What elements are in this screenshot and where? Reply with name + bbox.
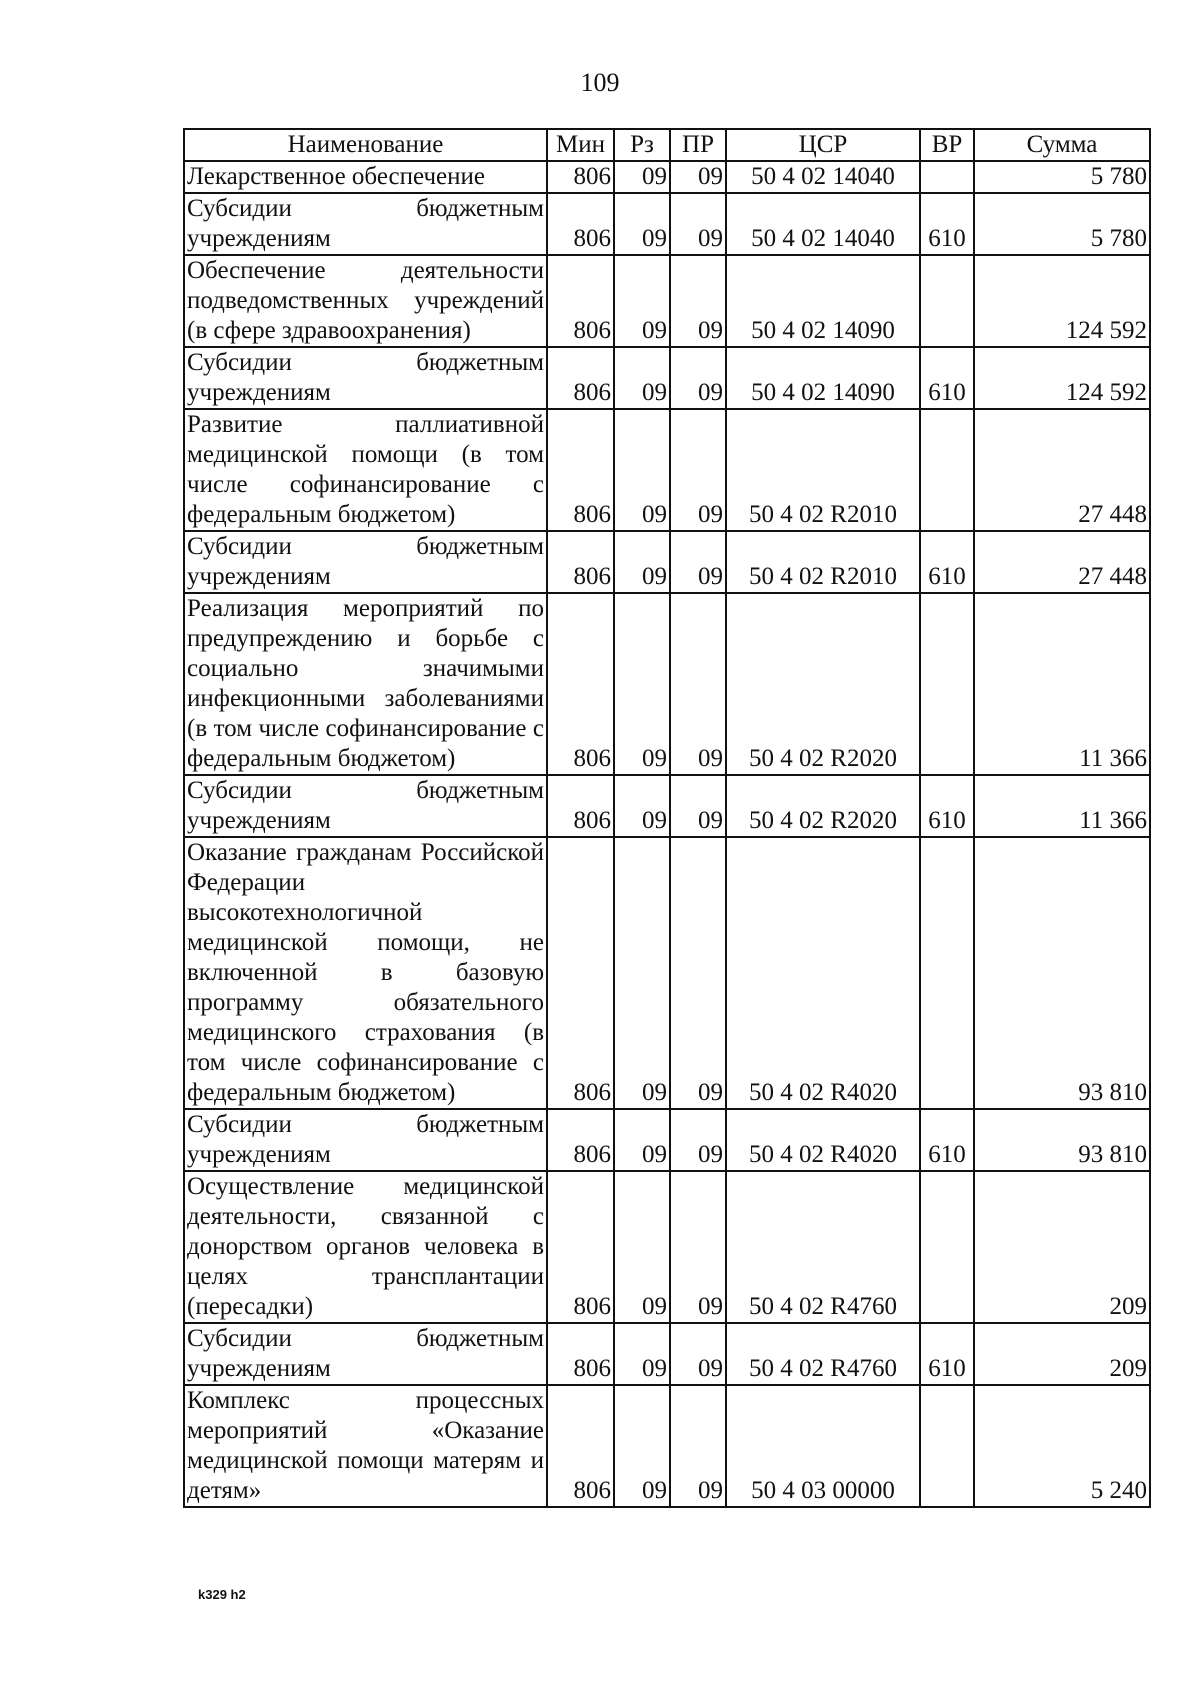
table-row <box>184 593 1150 775</box>
cell-csr: 50 4 02 R2020 <box>726 593 920 775</box>
cell-csr: 50 4 02 14040 <box>726 161 920 193</box>
cell-vr <box>920 1171 974 1323</box>
cell-sum: 209 <box>974 1323 1150 1385</box>
cell-name: Осуществление медицинской деятельности, связанной с донорством органов человека в целях трансплантации (пересадки) <box>184 1171 547 1323</box>
cell-rz: 09 <box>614 255 670 347</box>
cell-min: 806 <box>547 255 614 347</box>
table-row <box>184 1323 1150 1385</box>
table-row <box>184 161 1150 193</box>
page-number: 109 <box>580 68 620 97</box>
cell-vr <box>920 161 974 193</box>
table-row <box>184 1171 1150 1323</box>
cell-sum: 124 592 <box>974 347 1150 409</box>
cell-vr: 610 <box>920 1323 974 1385</box>
cell-name: Субсидии бюджетным учреждениям <box>184 531 547 593</box>
cell-min: 806 <box>547 1171 614 1323</box>
cell-name: Субсидии бюджетным учреждениям <box>184 1109 547 1171</box>
cell-vr: 610 <box>920 775 974 837</box>
cell-rz: 09 <box>614 347 670 409</box>
column-header-rz: Рз <box>614 129 670 161</box>
column-header-pr: ПР <box>670 129 726 161</box>
cell-pr: 09 <box>670 255 726 347</box>
cell-min: 806 <box>547 1109 614 1171</box>
table-row <box>184 409 1150 531</box>
cell-pr: 09 <box>670 593 726 775</box>
cell-pr: 09 <box>670 1323 726 1385</box>
cell-sum: 5 780 <box>974 161 1150 193</box>
cell-csr: 50 4 02 R2020 <box>726 775 920 837</box>
cell-min: 806 <box>547 531 614 593</box>
table-row <box>184 531 1150 593</box>
cell-rz: 09 <box>614 1323 670 1385</box>
cell-csr: 50 4 02 R2010 <box>726 409 920 531</box>
cell-min: 806 <box>547 161 614 193</box>
column-header-vr: ВР <box>920 129 974 161</box>
cell-csr: 50 4 02 14090 <box>726 347 920 409</box>
cell-rz: 09 <box>614 593 670 775</box>
cell-sum: 11 366 <box>974 775 1150 837</box>
cell-min: 806 <box>547 193 614 255</box>
cell-rz: 09 <box>614 161 670 193</box>
column-header-csr: ЦСР <box>726 129 920 161</box>
cell-name: Обеспечение деятельности подведомственных учреждений (в сфере здравоохранения) <box>184 255 547 347</box>
cell-vr <box>920 593 974 775</box>
cell-sum: 209 <box>974 1171 1150 1323</box>
cell-rz: 09 <box>614 409 670 531</box>
cell-csr: 50 4 02 14090 <box>726 255 920 347</box>
cell-pr: 09 <box>670 837 726 1109</box>
cell-min: 806 <box>547 775 614 837</box>
column-header-name: Наименование <box>184 129 547 161</box>
cell-pr: 09 <box>670 775 726 837</box>
cell-sum: 5 240 <box>974 1385 1150 1507</box>
cell-csr: 50 4 02 R4760 <box>726 1171 920 1323</box>
table-body <box>184 161 1150 1507</box>
cell-rz: 09 <box>614 1171 670 1323</box>
table-row <box>184 193 1150 255</box>
cell-name: Развитие паллиативной медицинской помощи (в том числе софинансирование с федеральным бюджетом) <box>184 409 547 531</box>
cell-csr: 50 4 02 R2010 <box>726 531 920 593</box>
cell-min: 806 <box>547 837 614 1109</box>
budget-table <box>183 128 1151 1508</box>
cell-pr: 09 <box>670 1109 726 1171</box>
cell-name: Субсидии бюджетным учреждениям <box>184 193 547 255</box>
cell-csr: 50 4 02 R4020 <box>726 1109 920 1171</box>
cell-sum: 11 366 <box>974 593 1150 775</box>
table-row <box>184 837 1150 1109</box>
table-row <box>184 1385 1150 1507</box>
cell-sum: 93 810 <box>974 837 1150 1109</box>
cell-csr: 50 4 02 R4020 <box>726 837 920 1109</box>
cell-csr: 50 4 02 R4760 <box>726 1323 920 1385</box>
cell-vr <box>920 255 974 347</box>
cell-vr <box>920 409 974 531</box>
cell-sum: 27 448 <box>974 409 1150 531</box>
cell-rz: 09 <box>614 837 670 1109</box>
cell-sum: 5 780 <box>974 193 1150 255</box>
cell-vr: 610 <box>920 1109 974 1171</box>
cell-min: 806 <box>547 347 614 409</box>
cell-pr: 09 <box>670 531 726 593</box>
cell-pr: 09 <box>670 161 726 193</box>
cell-name: Комплекс процессных мероприятий «Оказание медицинской помощи матерям и детям» <box>184 1385 547 1507</box>
cell-pr: 09 <box>670 193 726 255</box>
footer-code: k329 h2 <box>198 1587 246 1602</box>
cell-sum: 93 810 <box>974 1109 1150 1171</box>
cell-pr: 09 <box>670 1385 726 1507</box>
cell-csr: 50 4 02 14040 <box>726 193 920 255</box>
cell-name: Оказание гражданам Российской Федерации высокотехнологичной медицинской помощи, не включенной в базовую программу обязательного медицинского страхования (в том числе софинансирование с федеральным бюджетом) <box>184 837 547 1109</box>
cell-name: Субсидии бюджетным учреждениям <box>184 1323 547 1385</box>
cell-min: 806 <box>547 409 614 531</box>
column-header-sum: Сумма <box>974 129 1150 161</box>
cell-rz: 09 <box>614 193 670 255</box>
cell-name: Субсидии бюджетным учреждениям <box>184 775 547 837</box>
cell-rz: 09 <box>614 775 670 837</box>
cell-name: Лекарственное обеспечение <box>184 161 547 193</box>
table-row <box>184 1109 1150 1171</box>
cell-min: 806 <box>547 1385 614 1507</box>
cell-rz: 09 <box>614 531 670 593</box>
cell-sum: 27 448 <box>974 531 1150 593</box>
table-row <box>184 255 1150 347</box>
cell-min: 806 <box>547 1323 614 1385</box>
cell-vr: 610 <box>920 347 974 409</box>
table-header-row <box>184 129 1150 161</box>
table-row <box>184 347 1150 409</box>
cell-rz: 09 <box>614 1109 670 1171</box>
cell-vr <box>920 837 974 1109</box>
cell-pr: 09 <box>670 409 726 531</box>
cell-rz: 09 <box>614 1385 670 1507</box>
cell-vr: 610 <box>920 193 974 255</box>
cell-sum: 124 592 <box>974 255 1150 347</box>
table-row <box>184 775 1150 837</box>
cell-csr: 50 4 03 00000 <box>726 1385 920 1507</box>
column-header-min: Мин <box>547 129 614 161</box>
cell-name: Субсидии бюджетным учреждениям <box>184 347 547 409</box>
cell-pr: 09 <box>670 1171 726 1323</box>
cell-name: Реализация мероприятий по предупреждению и борьбе с социально значимыми инфекционными заболеваниями (в том числе софинансирование с федеральным бюджетом) <box>184 593 547 775</box>
cell-vr <box>920 1385 974 1507</box>
cell-vr: 610 <box>920 531 974 593</box>
cell-pr: 09 <box>670 347 726 409</box>
cell-min: 806 <box>547 593 614 775</box>
